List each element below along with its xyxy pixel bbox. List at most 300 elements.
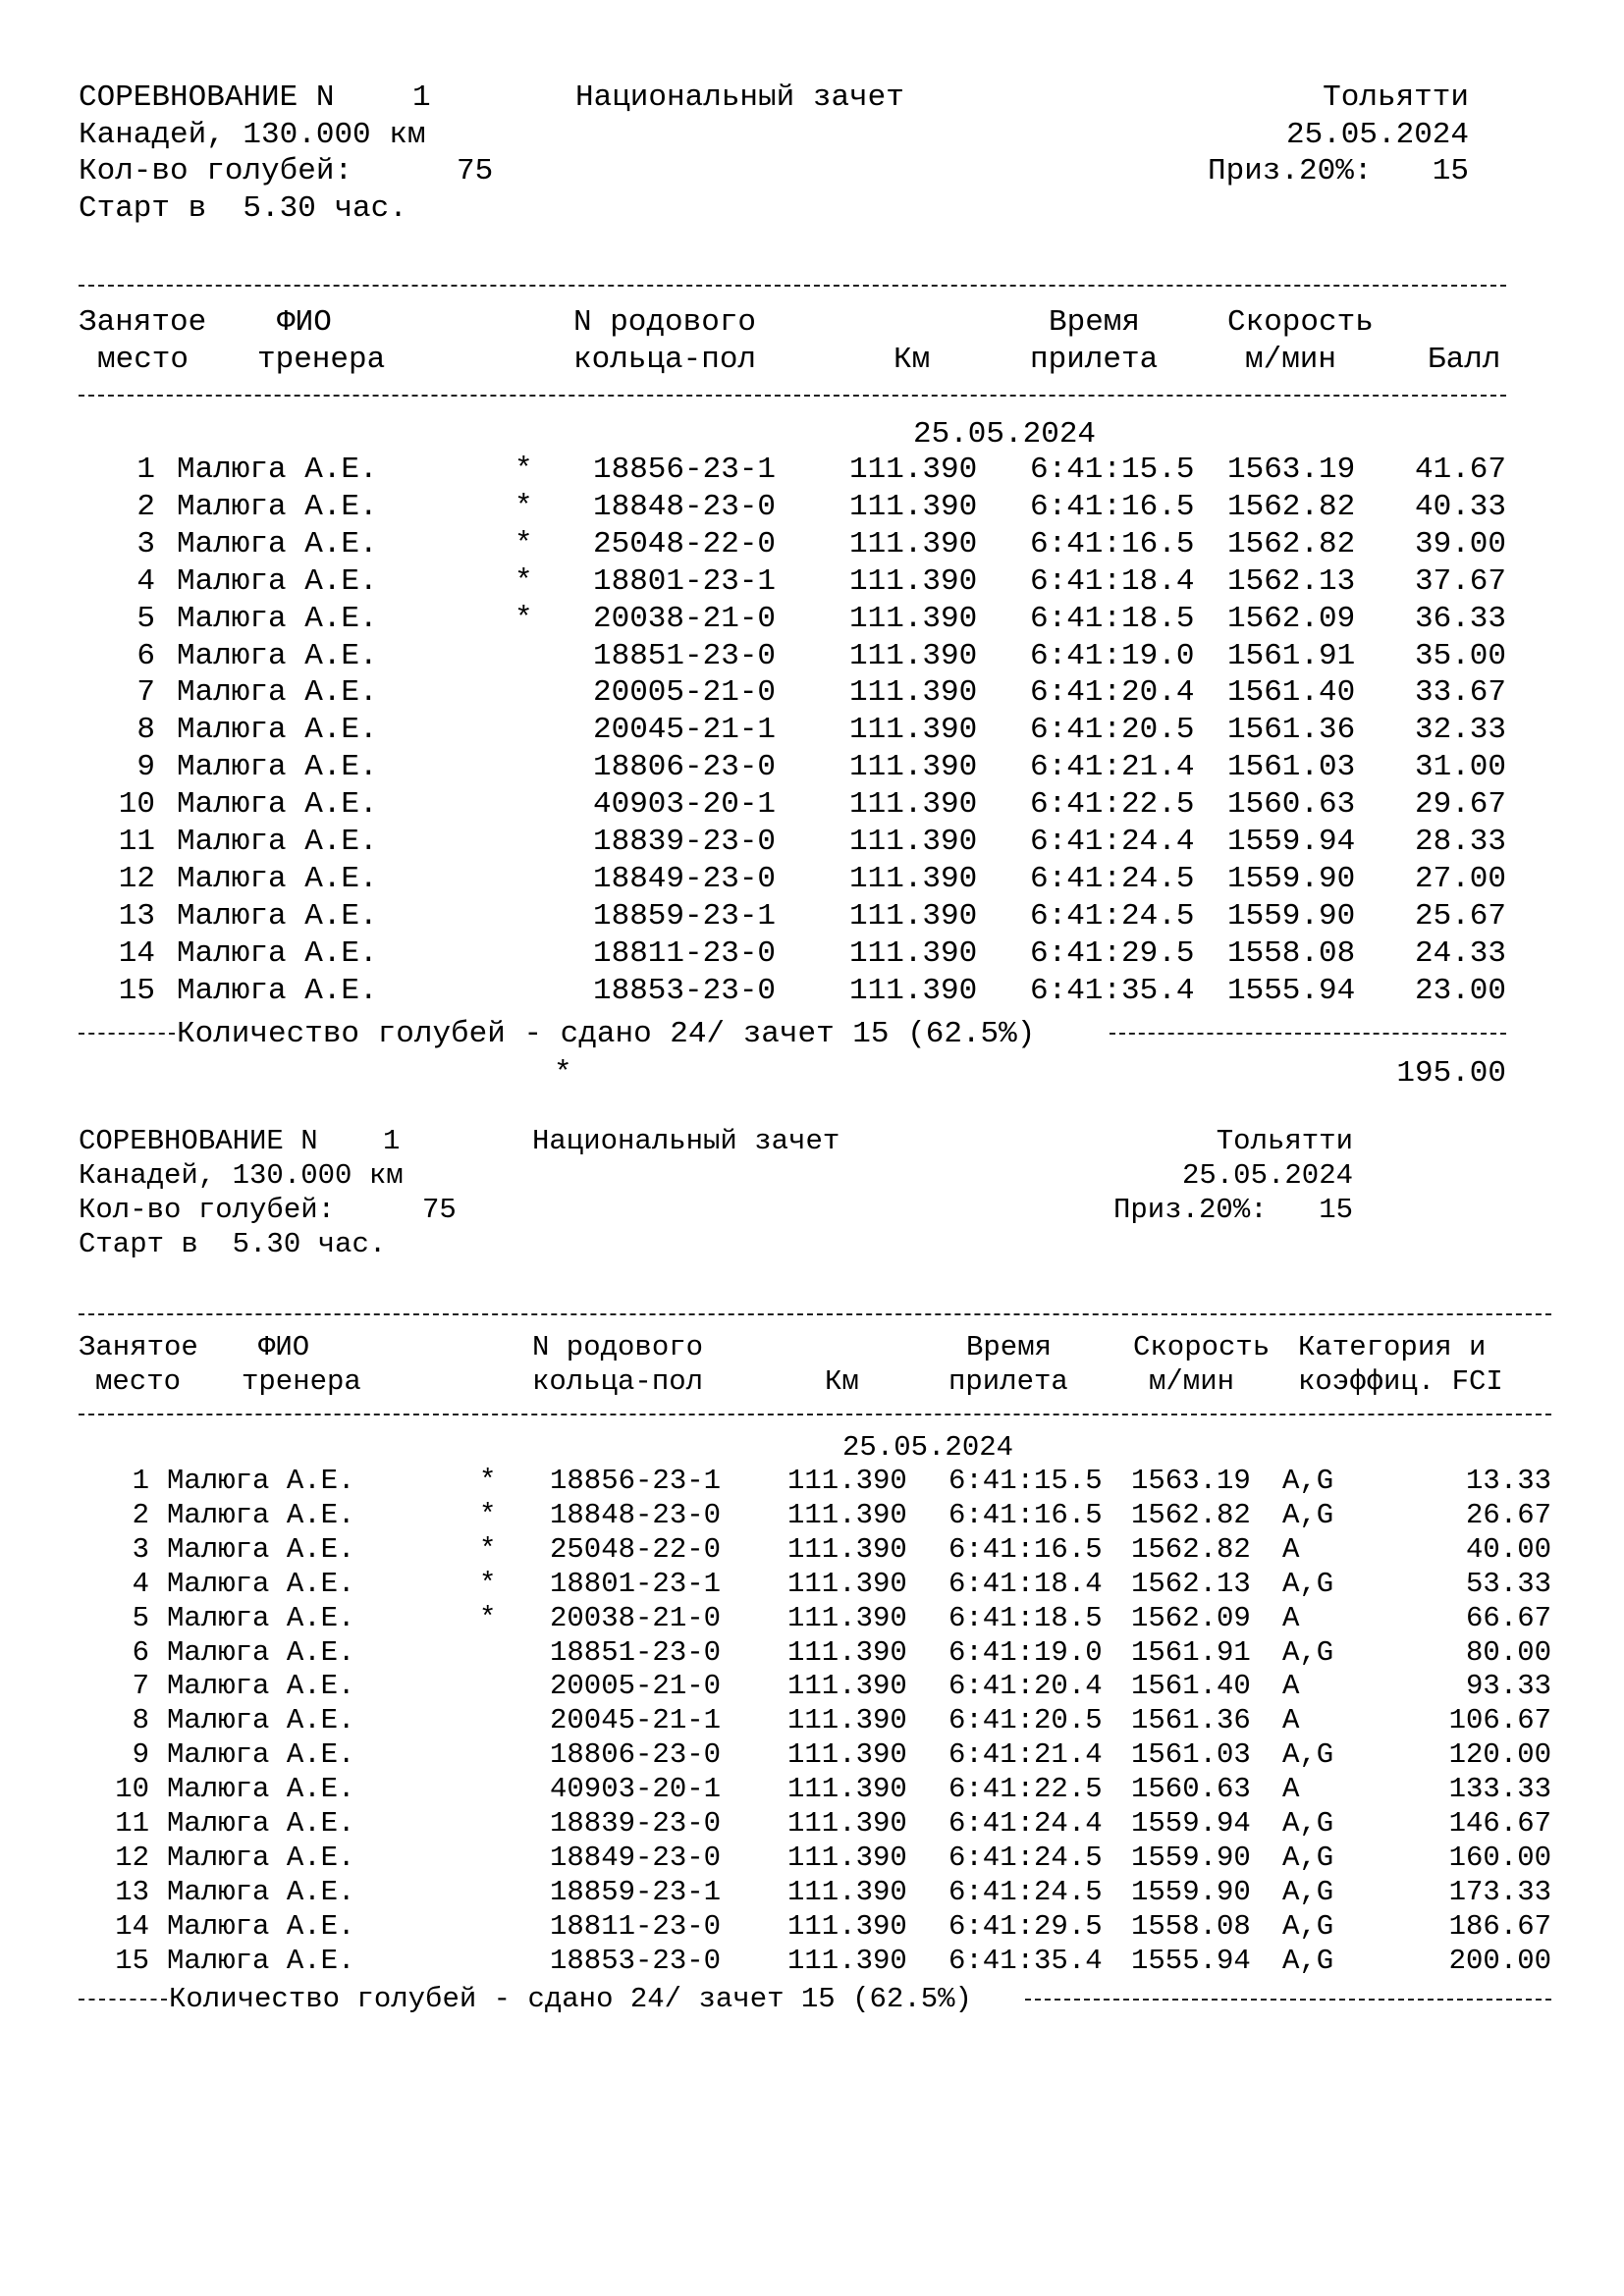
cell-cat: A,G	[1282, 1909, 1334, 1943]
col-speed-line2: м/мин	[1149, 1365, 1235, 1398]
cell-ring: 20045-21-1	[550, 1704, 722, 1737]
cell-ring: 18839-23-0	[593, 825, 777, 859]
cell-star: *	[514, 453, 533, 487]
cell-speed: 1559.94	[1131, 1807, 1251, 1840]
cell-place: 3	[132, 1532, 149, 1566]
table-row	[0, 1809, 1624, 1841]
cell-place: 14	[115, 1909, 149, 1943]
cell-speed: 1562.13	[1227, 563, 1356, 599]
cell-place: 11	[115, 1807, 149, 1840]
col-time-line2: прилета	[948, 1365, 1068, 1398]
separator-line	[79, 1414, 1551, 1415]
date-row: 25.05.2024	[842, 1431, 1014, 1464]
col-name-line1: ФИО	[258, 1331, 310, 1363]
start-time: Старт в 5.30 час.	[79, 191, 407, 226]
cell-speed: 1563.19	[1131, 1465, 1251, 1497]
prize-count: 15	[1319, 1194, 1353, 1226]
col-ring-line2: кольца-пол	[532, 1365, 704, 1398]
cell-name: Малюга А.Е.	[177, 453, 378, 487]
cell-km: 111.390	[787, 1841, 907, 1874]
cell-speed: 1562.09	[1131, 1601, 1251, 1634]
cell-points: 37.67	[1414, 563, 1506, 599]
cell-km: 111.390	[787, 1944, 907, 1977]
table-row	[0, 526, 1624, 562]
cell-ring: 18801-23-1	[593, 563, 777, 599]
cell-time: 6:41:16.5	[1030, 489, 1195, 524]
cell-place: 1	[136, 453, 155, 487]
cell-speed: 1555.94	[1131, 1944, 1251, 1977]
table-row	[0, 1944, 1624, 1978]
cell-points: 36.33	[1414, 601, 1506, 636]
cell-speed: 1562.82	[1227, 489, 1356, 524]
cell-name: Малюга А.Е.	[167, 1635, 355, 1669]
cell-name: Малюга А.Е.	[177, 861, 378, 896]
cell-km: 111.390	[849, 973, 978, 1008]
cell-speed: 1561.40	[1131, 1670, 1251, 1703]
cell-time: 6:41:16.5	[1030, 526, 1195, 561]
cell-place: 5	[132, 1601, 149, 1634]
competition-title	[79, 82, 334, 113]
cell-name: Малюга А.Е.	[167, 1567, 355, 1600]
cell-km: 111.390	[849, 453, 978, 487]
prize-label: Приз.20%:	[1208, 154, 1373, 188]
cell-coef: 133.33	[1448, 1773, 1551, 1806]
col-category-line2: коэффиц. FCI	[1298, 1365, 1503, 1398]
cell-time: 6:41:35.4	[948, 1944, 1103, 1977]
cell-ring: 18848-23-0	[593, 489, 777, 524]
cell-ring: 20005-21-0	[550, 1670, 722, 1703]
col-ring-line1: N родового	[573, 305, 757, 340]
cell-time: 6:41:16.5	[948, 1532, 1103, 1566]
cell-coef: 173.33	[1448, 1875, 1551, 1908]
cell-points: 40.33	[1414, 489, 1506, 524]
cell-star: *	[479, 1601, 497, 1634]
cell-name: Малюга А.Е.	[177, 675, 378, 711]
table-row	[0, 1567, 1624, 1601]
cell-place: 11	[118, 825, 155, 859]
cell-km: 111.390	[787, 1635, 907, 1669]
cell-ring: 20038-21-0	[550, 1601, 722, 1634]
start-time: Старт в 5.30 час.	[79, 1228, 387, 1260]
cell-ring: 18806-23-0	[550, 1738, 722, 1772]
cell-time: 6:41:24.5	[1030, 898, 1195, 934]
cell-time: 6:41:22.5	[1030, 787, 1195, 823]
cell-name: Малюга А.Е.	[167, 1738, 355, 1772]
cell-km: 111.390	[787, 1773, 907, 1806]
cell-time: 6:41:21.4	[1030, 750, 1195, 785]
cell-name: Малюга А.Е.	[167, 1532, 355, 1566]
table-row	[0, 1706, 1624, 1737]
cell-time: 6:41:20.5	[948, 1704, 1103, 1737]
cell-km: 111.390	[849, 638, 978, 673]
table-row	[0, 1635, 1624, 1670]
cell-points: 24.33	[1414, 935, 1506, 971]
cell-name: Малюга А.Е.	[177, 898, 378, 934]
birds-label: Кол-во голубей:	[79, 1194, 336, 1226]
cell-place: 8	[132, 1704, 149, 1737]
cell-name: Малюга А.Е.	[177, 973, 378, 1008]
cell-ring: 18853-23-0	[593, 973, 777, 1008]
cell-km: 111.390	[849, 489, 978, 524]
table-row	[0, 638, 1624, 674]
prize-label: Приз.20%:	[1113, 1194, 1268, 1226]
birds-count: 75	[422, 1194, 457, 1226]
col-place-line2: место	[97, 343, 189, 377]
cell-name: Малюга А.Е.	[167, 1875, 355, 1908]
cell-ring: 18801-23-1	[550, 1567, 722, 1600]
birds-label: Кол-во голубей:	[79, 154, 353, 188]
cell-ring: 18811-23-0	[593, 935, 777, 971]
cell-cat: A,G	[1282, 1465, 1334, 1497]
cell-coef: 13.33	[1465, 1465, 1551, 1497]
cell-points: 27.00	[1414, 861, 1506, 896]
cell-ring: 18849-23-0	[550, 1841, 722, 1874]
cell-speed: 1558.08	[1131, 1909, 1251, 1943]
cell-km: 111.390	[849, 713, 978, 748]
table-row	[0, 454, 1624, 488]
cell-cat: A	[1282, 1601, 1300, 1634]
table-row	[0, 563, 1624, 600]
cell-name: Малюга А.Е.	[167, 1670, 355, 1703]
table-row	[0, 898, 1624, 934]
cell-time: 6:41:20.4	[1030, 675, 1195, 711]
cell-name: Малюга А.Е.	[167, 1773, 355, 1806]
cell-cat: A,G	[1282, 1807, 1334, 1840]
cell-star: *	[514, 563, 533, 599]
cell-place: 6	[132, 1635, 149, 1669]
cell-name: Малюга А.Е.	[177, 935, 378, 971]
cell-km: 111.390	[787, 1704, 907, 1737]
cell-cat: A,G	[1282, 1498, 1334, 1531]
cell-km: 111.390	[787, 1807, 907, 1840]
cell-km: 111.390	[849, 861, 978, 896]
cell-place: 15	[115, 1944, 149, 1977]
cell-ring: 20045-21-1	[593, 713, 777, 748]
cell-place: 10	[115, 1773, 149, 1806]
cell-time: 6:41:24.5	[1030, 861, 1195, 896]
cell-cat: A,G	[1282, 1567, 1334, 1600]
cell-name: Малюга А.Е.	[167, 1909, 355, 1943]
cell-speed: 1559.90	[1131, 1841, 1251, 1874]
col-name-line2: тренера	[242, 1365, 361, 1398]
cell-ring: 40903-20-1	[593, 787, 777, 823]
cell-speed: 1563.19	[1227, 453, 1356, 487]
cell-speed: 1561.91	[1227, 638, 1356, 673]
col-points: Балл	[1428, 343, 1501, 377]
cell-name: Малюга А.Е.	[167, 1601, 355, 1634]
cell-place: 3	[136, 526, 155, 561]
table-row	[0, 827, 1624, 860]
cell-cat: A,G	[1282, 1635, 1334, 1669]
cell-km: 111.390	[849, 563, 978, 599]
table-row	[0, 1740, 1624, 1772]
cell-km: 111.390	[787, 1532, 907, 1566]
cell-speed: 1561.36	[1131, 1704, 1251, 1737]
cell-name: Малюга А.Е.	[177, 489, 378, 524]
summary-text: Количество голубей - сдано 24/ зачет 15 (62.5%)	[169, 1983, 972, 2015]
cell-time: 6:41:18.5	[948, 1601, 1103, 1634]
cell-name: Малюга А.Е.	[177, 713, 378, 748]
cell-km: 111.390	[849, 825, 978, 859]
cell-coef: 146.67	[1448, 1807, 1551, 1840]
cell-place: 6	[136, 638, 155, 673]
cell-name: Малюга А.Е.	[167, 1465, 355, 1497]
cell-cat: A	[1282, 1704, 1300, 1737]
cell-speed: 1561.40	[1227, 675, 1356, 711]
cell-km: 111.390	[787, 1738, 907, 1772]
cell-place: 13	[118, 898, 155, 934]
cell-km: 111.390	[849, 750, 978, 785]
cell-coef: 200.00	[1448, 1944, 1551, 1977]
cell-km: 111.390	[787, 1465, 907, 1497]
cell-points: 31.00	[1414, 750, 1506, 785]
cell-speed: 1561.36	[1227, 713, 1356, 748]
col-ring-line1: N родового	[532, 1331, 704, 1363]
cell-place: 2	[132, 1498, 149, 1531]
cell-time: 6:41:15.5	[948, 1465, 1103, 1497]
separator-line	[79, 1313, 1551, 1315]
cell-ring: 18859-23-1	[550, 1875, 722, 1908]
cell-name: Малюга А.Е.	[167, 1841, 355, 1874]
cell-star: *	[514, 489, 533, 524]
cell-place: 2	[136, 489, 155, 524]
cell-name: Малюга А.Е.	[167, 1498, 355, 1531]
cell-place: 7	[136, 675, 155, 711]
separator-line	[1025, 1999, 1551, 2001]
cell-coef: 26.67	[1465, 1498, 1551, 1531]
cell-coef: 53.33	[1465, 1567, 1551, 1600]
cell-place: 8	[136, 713, 155, 748]
cell-place: 5	[136, 601, 155, 636]
cell-place: 7	[132, 1670, 149, 1703]
cell-time: 6:41:24.5	[948, 1875, 1103, 1908]
table-row	[0, 1775, 1624, 1806]
table-row	[0, 789, 1624, 823]
cell-points: 25.67	[1414, 898, 1506, 934]
cell-points: 33.67	[1414, 675, 1506, 711]
cell-coef: 66.67	[1465, 1601, 1551, 1634]
cell-ring: 20038-21-0	[593, 601, 777, 636]
cell-name: Малюга А.Е.	[177, 526, 378, 561]
table-row	[0, 601, 1624, 637]
cell-km: 111.390	[787, 1909, 907, 1943]
cell-star: *	[514, 526, 533, 561]
cell-speed: 1562.82	[1131, 1498, 1251, 1531]
cell-name: Малюга А.Е.	[177, 563, 378, 599]
cell-time: 6:41:18.4	[1030, 563, 1195, 599]
cell-speed: 1561.03	[1227, 750, 1356, 785]
cell-star: *	[514, 601, 533, 636]
cell-km: 111.390	[787, 1670, 907, 1703]
cell-ring: 18859-23-1	[593, 898, 777, 934]
cell-ring: 18851-23-0	[550, 1635, 722, 1669]
cell-coef: 106.67	[1448, 1704, 1551, 1737]
cell-coef: 80.00	[1465, 1635, 1551, 1669]
cell-ring: 18806-23-0	[593, 750, 777, 785]
cell-place: 9	[136, 750, 155, 785]
cell-speed: 1561.91	[1131, 1635, 1251, 1669]
cell-km: 111.390	[849, 675, 978, 711]
separator-line	[79, 1033, 175, 1035]
cell-speed: 1559.90	[1227, 898, 1356, 934]
cell-place: 4	[136, 563, 155, 599]
cell-time: 6:41:20.4	[948, 1670, 1103, 1703]
cell-name: Малюга А.Е.	[177, 825, 378, 859]
col-km: Км	[825, 1365, 859, 1398]
cell-time: 6:41:18.4	[948, 1567, 1103, 1600]
city: Тольятти	[1216, 1125, 1353, 1157]
cell-time: 6:41:24.5	[948, 1841, 1103, 1874]
cell-speed: 1558.08	[1227, 935, 1356, 971]
cell-ring: 18848-23-0	[550, 1498, 722, 1531]
summary-text: Количество голубей - сдано 24/ зачет 15 (62.5%)	[177, 1017, 1036, 1051]
col-name-line2: тренера	[257, 343, 386, 377]
col-time-line1: Время	[1049, 305, 1141, 340]
cell-km: 111.390	[849, 526, 978, 561]
table-row	[0, 489, 1624, 525]
table-row	[0, 715, 1624, 748]
competition-number: 1	[383, 1125, 401, 1157]
cell-time: 6:41:21.4	[948, 1738, 1103, 1772]
col-name-line1: ФИО	[277, 305, 332, 340]
competition-title-text: СОРЕВНОВАНИЕ N	[79, 80, 335, 115]
cell-time: 6:41:19.0	[948, 1635, 1103, 1669]
cell-star: *	[479, 1465, 497, 1497]
cell-star: *	[479, 1532, 497, 1566]
cell-speed: 1559.94	[1227, 825, 1356, 859]
cell-time: 6:41:22.5	[948, 1773, 1103, 1806]
cell-km: 111.390	[849, 601, 978, 636]
separator-line	[79, 285, 1506, 287]
cell-time: 6:41:15.5	[1030, 453, 1195, 487]
cell-place: 1	[132, 1465, 149, 1497]
separator-line	[79, 1999, 167, 2001]
cell-speed: 1560.63	[1227, 787, 1356, 823]
cell-star: *	[479, 1567, 497, 1600]
cell-coef: 40.00	[1465, 1532, 1551, 1566]
total-points: 195.00	[1396, 1056, 1506, 1091]
table-row	[0, 1843, 1624, 1875]
cell-ring: 25048-22-0	[593, 526, 777, 561]
table-row	[0, 1909, 1624, 1944]
cell-ring: 40903-20-1	[550, 1773, 722, 1806]
col-speed-line2: м/мин	[1245, 343, 1337, 377]
cell-ring: 18851-23-0	[593, 638, 777, 673]
cell-cat: A	[1282, 1773, 1300, 1806]
cell-cat: A,G	[1282, 1944, 1334, 1977]
cell-speed: 1562.82	[1131, 1532, 1251, 1566]
city: Тольятти	[1323, 80, 1469, 115]
table-row	[0, 935, 1624, 972]
cell-time: 6:41:29.5	[1030, 935, 1195, 971]
race-date: 25.05.2024	[1285, 118, 1469, 152]
col-speed-line1: Скорость	[1133, 1331, 1271, 1363]
cell-speed: 1555.94	[1227, 973, 1356, 1008]
cell-speed: 1559.90	[1227, 861, 1356, 896]
competition-number: 1	[412, 80, 431, 115]
table-row	[0, 1467, 1624, 1498]
cell-km: 111.390	[787, 1567, 907, 1600]
table-row	[0, 677, 1624, 711]
col-time-line2: прилета	[1030, 343, 1159, 377]
birds-count: 75	[457, 154, 494, 188]
cell-km: 111.390	[849, 935, 978, 971]
col-speed-line1: Скорость	[1227, 305, 1374, 340]
cell-place: 12	[115, 1841, 149, 1874]
cell-ring: 18811-23-0	[550, 1909, 722, 1943]
cell-name: Малюга А.Е.	[167, 1704, 355, 1737]
cell-place: 4	[132, 1567, 149, 1600]
cell-place: 15	[118, 973, 155, 1008]
cell-ring: 25048-22-0	[550, 1532, 722, 1566]
cell-points: 39.00	[1414, 526, 1506, 561]
cell-coef: 160.00	[1448, 1841, 1551, 1874]
cell-place: 13	[115, 1875, 149, 1908]
cell-ring: 18856-23-1	[593, 453, 777, 487]
cell-km: 111.390	[787, 1875, 907, 1908]
cell-speed: 1562.82	[1227, 526, 1356, 561]
cell-time: 6:41:20.5	[1030, 713, 1195, 748]
cell-time: 6:41:35.4	[1030, 973, 1195, 1008]
cell-km: 111.390	[787, 1601, 907, 1634]
col-place-line2: место	[95, 1365, 182, 1398]
cell-name: Малюга А.Е.	[177, 638, 378, 673]
scoring-type: Национальный зачет	[532, 1125, 840, 1157]
separator-line	[1110, 1033, 1506, 1035]
col-km: Км	[893, 343, 931, 377]
cell-place: 12	[118, 861, 155, 896]
cell-ring: 20005-21-0	[593, 675, 777, 711]
table-row	[0, 1875, 1624, 1909]
cell-time: 6:41:29.5	[948, 1909, 1103, 1943]
cell-place: 10	[118, 787, 155, 823]
col-category-line1: Категория и	[1298, 1331, 1487, 1363]
cell-coef: 186.67	[1448, 1909, 1551, 1943]
cell-time: 6:41:24.4	[948, 1807, 1103, 1840]
cell-place: 14	[118, 935, 155, 971]
cell-ring: 18839-23-0	[550, 1807, 722, 1840]
cell-speed: 1560.63	[1131, 1773, 1251, 1806]
cell-points: 35.00	[1414, 638, 1506, 673]
col-place-line1: Занятое	[79, 1331, 198, 1363]
cell-star: *	[479, 1498, 497, 1531]
table-row	[0, 1672, 1624, 1703]
cell-points: 28.33	[1414, 825, 1506, 859]
cell-speed: 1562.09	[1227, 601, 1356, 636]
col-place-line1: Занятое	[79, 305, 207, 340]
cell-ring: 18849-23-0	[593, 861, 777, 896]
cell-time: 6:41:16.5	[948, 1498, 1103, 1531]
cell-speed: 1562.13	[1131, 1567, 1251, 1600]
cell-speed: 1559.90	[1131, 1875, 1251, 1908]
cell-time: 6:41:24.4	[1030, 825, 1195, 859]
cell-points: 32.33	[1414, 713, 1506, 748]
cell-ring: 18853-23-0	[550, 1944, 722, 1977]
cell-speed: 1561.03	[1131, 1738, 1251, 1772]
release-location: Канадей, 130.000 км	[79, 1159, 404, 1192]
cell-cat: A,G	[1282, 1738, 1334, 1772]
table-row	[0, 752, 1624, 785]
cell-coef: 120.00	[1448, 1738, 1551, 1772]
cell-cat: A	[1282, 1670, 1300, 1703]
competition-title: СОРЕВНОВАНИЕ N	[79, 1125, 318, 1157]
cell-cat: A,G	[1282, 1841, 1334, 1874]
cell-cat: A	[1282, 1532, 1300, 1566]
cell-points: 41.67	[1414, 453, 1506, 487]
cell-coef: 93.33	[1465, 1670, 1551, 1703]
table-row	[0, 1498, 1624, 1532]
race-date: 25.05.2024	[1181, 1159, 1353, 1192]
